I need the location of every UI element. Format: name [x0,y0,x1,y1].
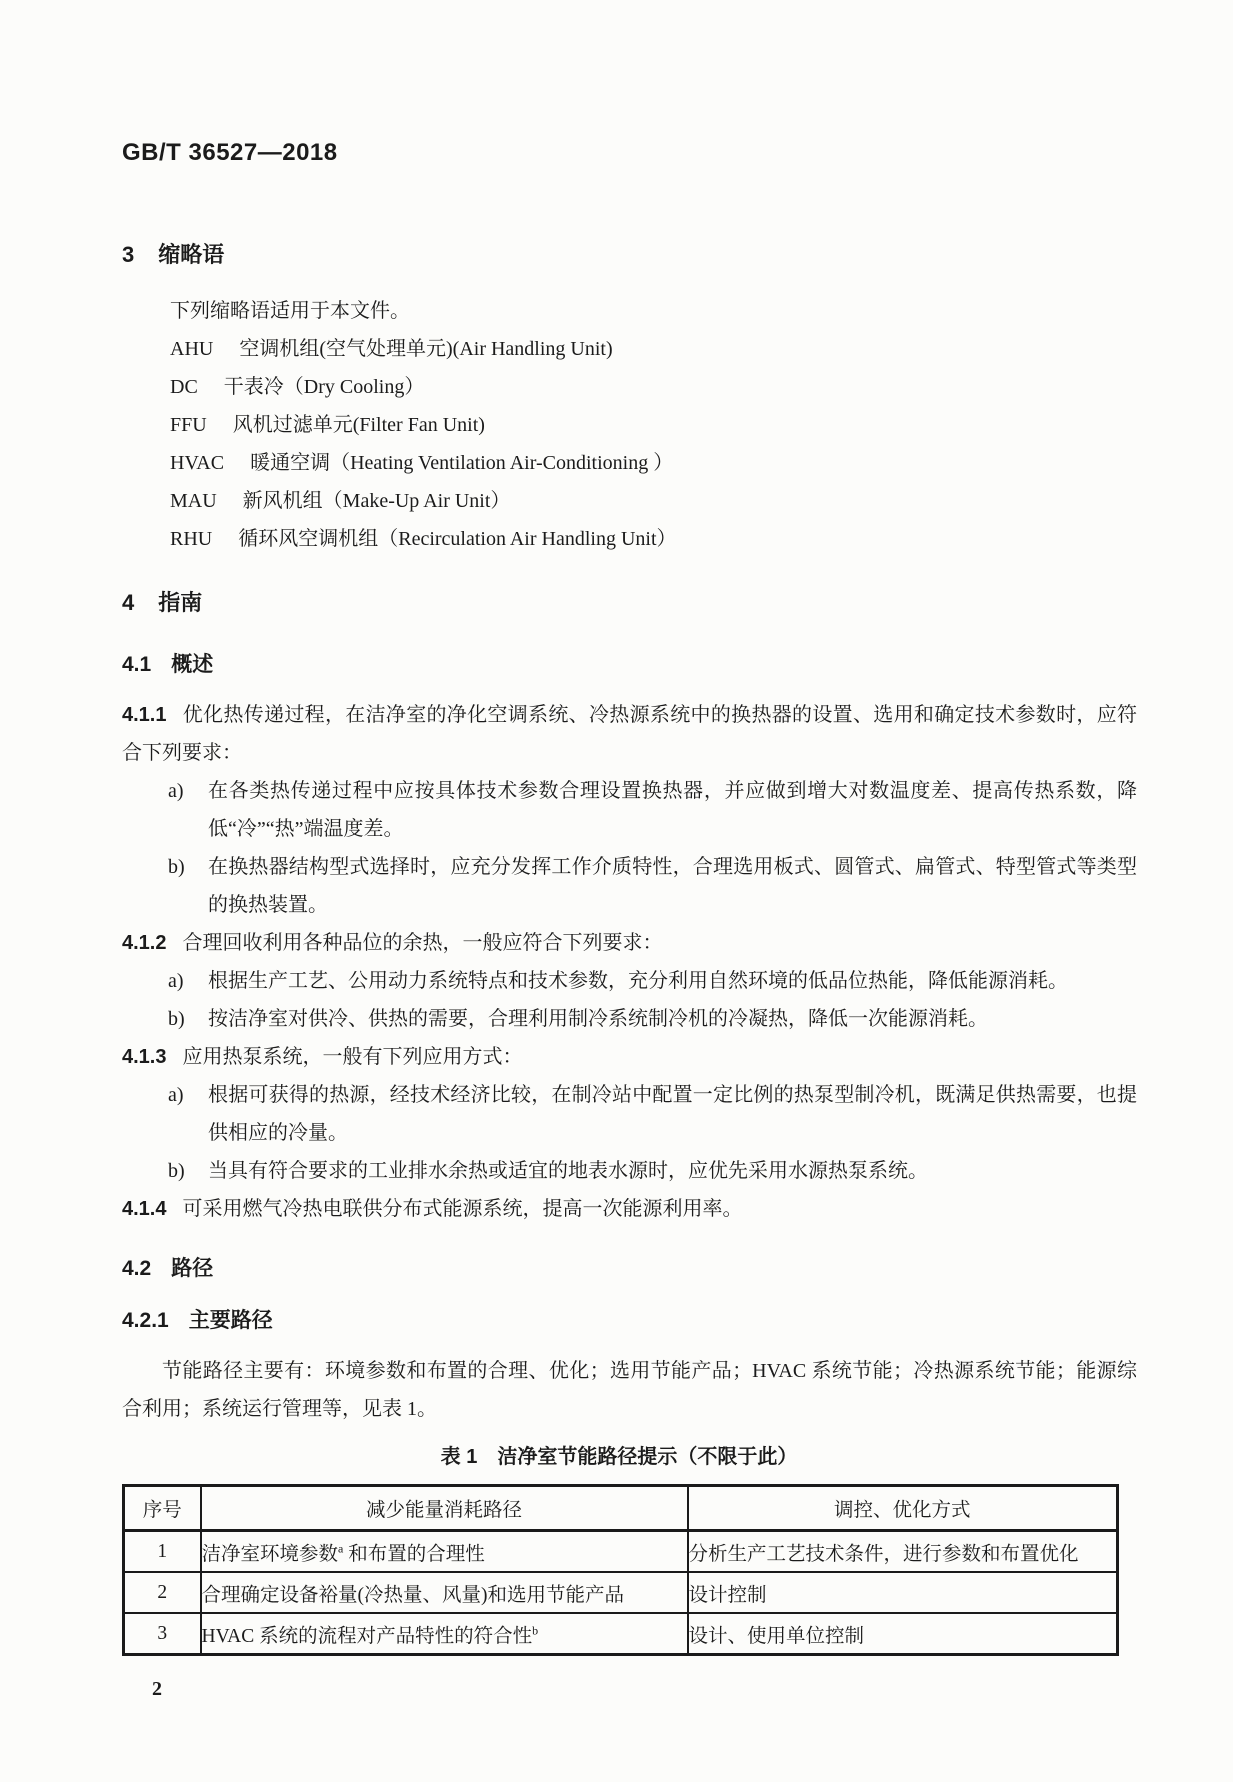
standard-code: GB/T 36527—2018 [122,139,338,166]
table-1 [122,1484,1119,1656]
section-number: 3 [122,242,135,267]
abbr-code: FFU [170,414,207,436]
cell-index: 2 [124,1572,201,1613]
abbr-code: DC [170,376,198,398]
list-text: 当具有符合要求的工业排水余热或适宜的地表水源时，应优先采用水源热泵系统。 [208,1160,928,1182]
cell-control: 分析生产工艺技术条件，进行参数和布置优化 [688,1531,1118,1573]
list-text: 按洁净室对供冷、供热的需要，合理利用制冷系统制冷机的冷凝热，降低一次能源消耗。 [208,1008,988,1030]
list-text: 根据可获得的热源，经技术经济比较，在制冷站中配置一定比例的热泵型制冷机，既满足供热需要，也提供相应的冷量。 [208,1084,1137,1144]
clause-text: 可采用燃气冷热电联供分布式能源系统，提高一次能源利用率。 [182,1198,743,1220]
subsection-number: 4.2 [122,1257,152,1280]
section-4-heading [122,588,1137,618]
table-row [124,1613,1118,1655]
list-label: a) [168,780,184,802]
abbr-code: MAU [170,490,217,512]
list-item-b [168,848,1137,924]
table-row [124,1572,1118,1613]
list-item-b [168,1000,1137,1038]
section-3-heading [122,240,1137,270]
footnote-marker: a [338,1541,344,1555]
table-1-caption: 表 1 洁净室节能路径提示（不限于此） [440,1446,798,1468]
list-label: b) [168,1008,185,1030]
abbr-item-ffu [170,406,1137,444]
page-number: 2 [152,1678,162,1700]
cell-index: 3 [124,1613,201,1655]
abbreviations-intro: 下列缩略语适用于本文件。 [170,300,410,322]
list-item-a [168,962,1137,1000]
section-title: 缩略语 [158,242,225,267]
cell-path [201,1613,688,1655]
cell-path-text: 合理确定设备裕量(冷热量、风量)和选用节能产品 [201,1584,624,1606]
cell-path [201,1531,688,1573]
list-text: 在各类热传递过程中应按具体技术参数合理设置换热器，并应做到增大对数温度差、提高传热系数，降低“冷”“热”端温度差。 [208,780,1137,840]
abbr-item-hvac [170,444,1137,482]
subsection-title: 主要路径 [188,1309,273,1332]
abbr-code: RHU [170,528,213,550]
list-item-a [168,772,1137,848]
subsection-number: 4.1 [122,653,152,676]
section-number: 4 [122,590,135,615]
list-text: 根据生产工艺、公用动力系统特点和技术参数，充分利用自然环境的低品位热能，降低能源消耗。 [208,970,1068,992]
table-header-row [124,1486,1118,1531]
abbr-item-ahu [170,330,1137,368]
cell-path-text: 和布置的合理性 [343,1543,485,1565]
abbr-definition: 新风机组（Make-Up Air Unit） [242,490,511,512]
section-title: 指南 [158,590,203,615]
abbr-definition: 干表冷（Dry Cooling） [223,376,425,398]
abbr-definition: 循环风空调机组（Recirculation Air Handling Unit） [238,528,677,550]
clause-4-1-1 [122,696,1137,772]
abbr-definition: 空调机组(空气处理单元)(Air Handling Unit) [239,338,613,360]
clause-number: 4.1.3 [122,1046,167,1068]
abbr-definition: 风机过滤单元(Filter Fan Unit) [232,414,485,436]
clause-text: 优化热传递过程，在洁净室的净化空调系统、冷热源系统中的换热器的设置、选用和确定技术参数时，应符合下列要求： [122,704,1137,764]
subsection-title: 概述 [171,653,214,676]
abbr-item-rhu [170,520,1137,558]
abbr-item-mau [170,482,1137,520]
cell-path [201,1572,688,1613]
subsection-number: 4.2.1 [122,1309,169,1332]
cell-index: 1 [124,1531,201,1573]
list-text: 在换热器结构型式选择时，应充分发挥工作介质特性，合理选用板式、圆管式、扁管式、特型管式等类型的换热装置。 [208,856,1137,916]
abbreviations-list [122,330,1137,558]
list-label: b) [168,856,185,878]
footnote-marker: b [532,1623,539,1637]
list-label: a) [168,1084,184,1106]
cell-path-text: 洁净室环境参数 [201,1543,339,1565]
column-header-control: 调控、优化方式 [688,1486,1118,1531]
clause-text: 合理回收利用各种品位的余热，一般应符合下列要求： [182,932,663,954]
cell-control: 设计控制 [688,1572,1118,1613]
column-header-index: 序号 [124,1486,201,1531]
subsection-4-2-1-heading [122,1306,1137,1336]
paragraph-energy-saving-paths: 节能路径主要有：环境参数和布置的合理、优化；选用节能产品；HVAC 系统节能；冷热源系统节能；能源综合利用；系统运行管理等，见表 1。 [122,1360,1137,1420]
list-label: a) [168,970,184,992]
abbr-definition: 暖通空调（Heating Ventilation Air-Conditioning ） [250,452,674,474]
list-label: b) [168,1160,185,1182]
abbr-code: HVAC [170,452,225,474]
subsection-4-2-heading [122,1254,1137,1284]
clause-4-1-3 [122,1038,1137,1076]
cell-path-text: HVAC 系统的流程对产品特性的符合性 [201,1625,533,1647]
table-row [124,1531,1118,1573]
clause-number: 4.1.4 [122,1198,167,1220]
abbr-code: AHU [170,338,214,360]
abbr-item-dc [170,368,1137,406]
clause-4-1-4 [122,1190,1137,1228]
subsection-title: 路径 [171,1257,214,1280]
cell-control: 设计、使用单位控制 [688,1613,1118,1655]
clause-number: 4.1.2 [122,932,167,954]
list-item-b [168,1152,1137,1190]
list-item-a [168,1076,1137,1152]
clause-text: 应用热泵系统，一般有下列应用方式： [182,1046,523,1068]
clause-4-1-2 [122,924,1137,962]
subsection-4-1-heading [122,650,1137,680]
clause-number: 4.1.1 [122,704,167,726]
column-header-path: 减少能量消耗路径 [201,1486,688,1531]
